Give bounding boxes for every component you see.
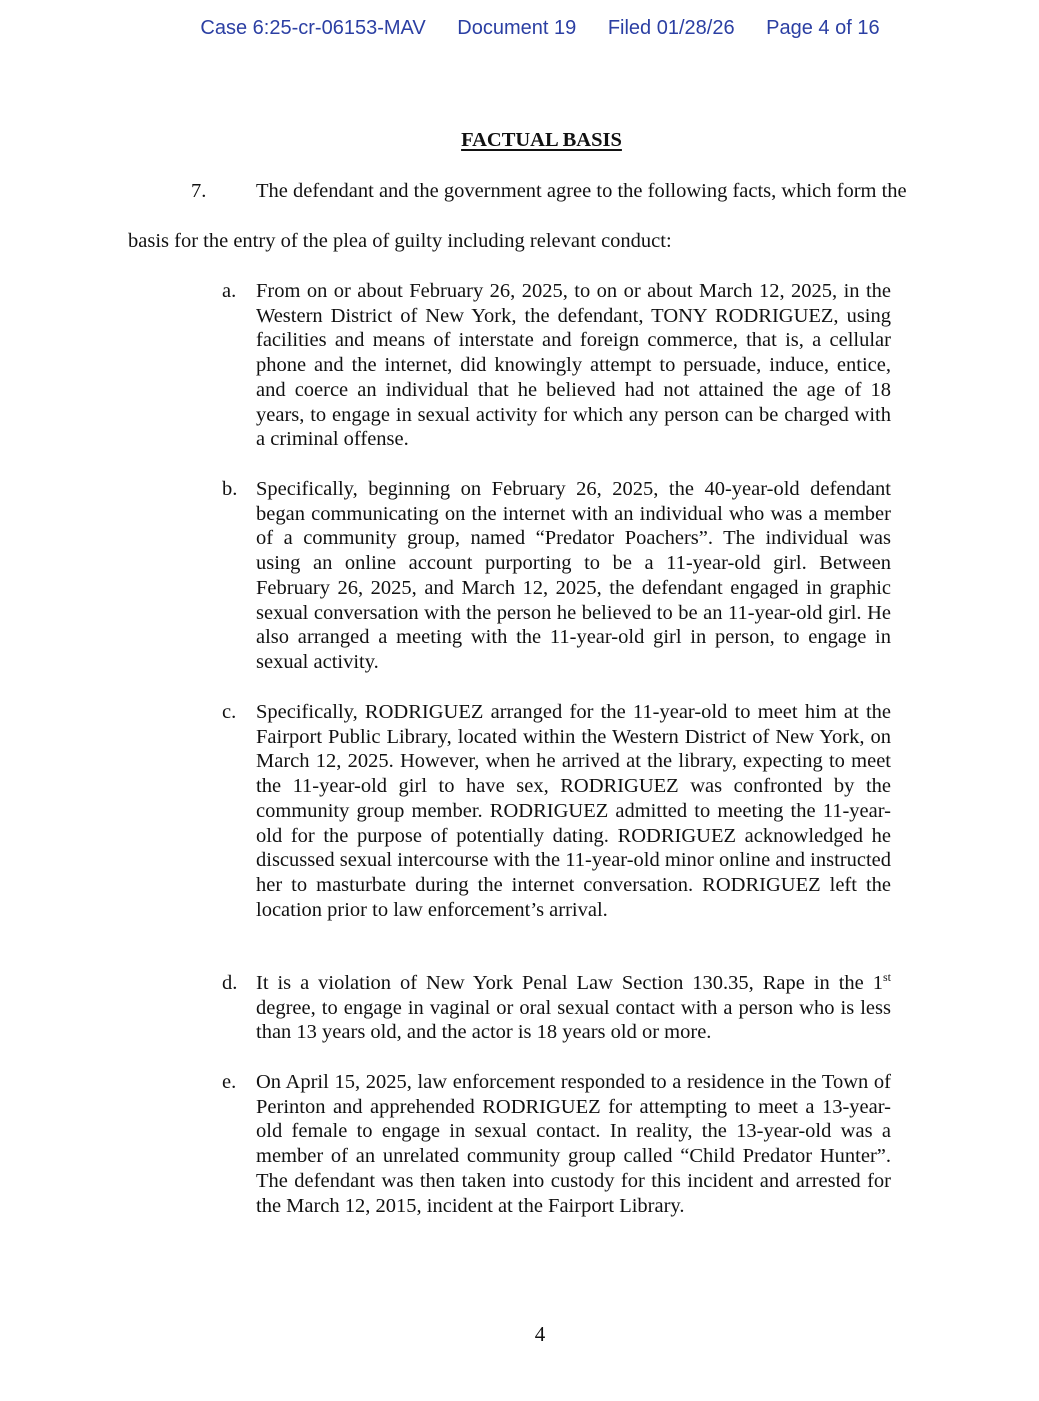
page-number: 4 (534, 1322, 546, 1346)
list-item-text: Specifically, RODRIGUEZ arranged for the 11-year-old to meet him at the Fairport Public Library, located within the Western District of New York, on March 12, 2025. However, when he arrived at the library, expecting to meet the 11-year-old girl to have sex, RODRIGUEZ was confronted by the community group member. RODRIGUEZ admitted to meeting the 11-year-old for the purpose of potentially dating. RODRIGUEZ acknowledged he discussed sexual intercourse with the 11-year-old minor online and instructed her to masturbate during the internet conversation. RODRIGUEZ left the location prior to law enforcement’s arrival. (256, 701, 891, 921)
paragraph-text-line-2: basis for the entry of the plea of guilty including relevant conduct: (128, 230, 672, 252)
paragraph-number: 7. (191, 180, 207, 202)
case-number: Case 6:25-cr-06153-MAV (200, 17, 426, 39)
paragraph-text-line-1: The defendant and the government agree to the following facts, which form the (256, 180, 907, 202)
section-title: FACTUAL BASIS (461, 129, 622, 151)
list-item-letter: b. (222, 478, 238, 500)
list-item-text: Specifically, beginning on February 26, 2025, the 40-year-old defendant began communicating on the internet with an individual who was a member of a community group, named “Predator Poachers”. The individual was using an online account purporting to be a 11-year-old girl. Between February 26, 2025, and March 12, 2025, the defendant engaged in graphic sexual conversation with the person he believed to be an 11-year-old girl. He also arranged a meeting with the 11-year-old girl in person, to engage in sexual activity. (256, 478, 891, 673)
list-item-text: From on or about February 26, 2025, to on or about March 12, 2025, in the Western District of New York, the defendant, TONY RODRIGUEZ, using facilities and means of interstate and foreign commerce, that is, a cellular phone and the internet, did knowingly attempt to persuade, induce, entice, and coerce an individual that he believed had not attained the age of 18 years, to engage in sexual activity for which any person can be charged with a criminal offense. (256, 280, 891, 451)
document-number: Document 19 (457, 17, 577, 39)
page-indicator: Page 4 of 16 (766, 17, 880, 39)
filed-date: Filed 01/28/26 (607, 17, 735, 39)
list-item-text (256, 971, 891, 1045)
ordinal-superscript: st (882, 970, 891, 985)
list-item-letter: a. (222, 280, 237, 302)
list-item-letter: e. (222, 1071, 237, 1093)
list-item-letter: c. (222, 701, 237, 723)
list-item-text: On April 15, 2025, law enforcement responded to a residence in the Town of Perinton and apprehended RODRIGUEZ for attempting to meet a 13-year-old female to engage in sexual contact. In reality, the 13-year-old was a member of an unrelated community group called “Child Predator Hunter”. The defendant was then taken into custody for this incident and arrested for the March 12, 2015, incident at the Fairport Library. (256, 1071, 891, 1217)
list-item-text-end: degree, to engage in vaginal or oral sexual contact with a person who is less than 13 years old, and the actor is 18 years old or more. (256, 996, 891, 1044)
list-item-letter: d. (222, 972, 238, 994)
ecf-header (0, 17, 1039, 40)
list-item-text-start: It is a violation of New York Penal Law Section 130.35, Rape in the 1 (256, 972, 883, 994)
